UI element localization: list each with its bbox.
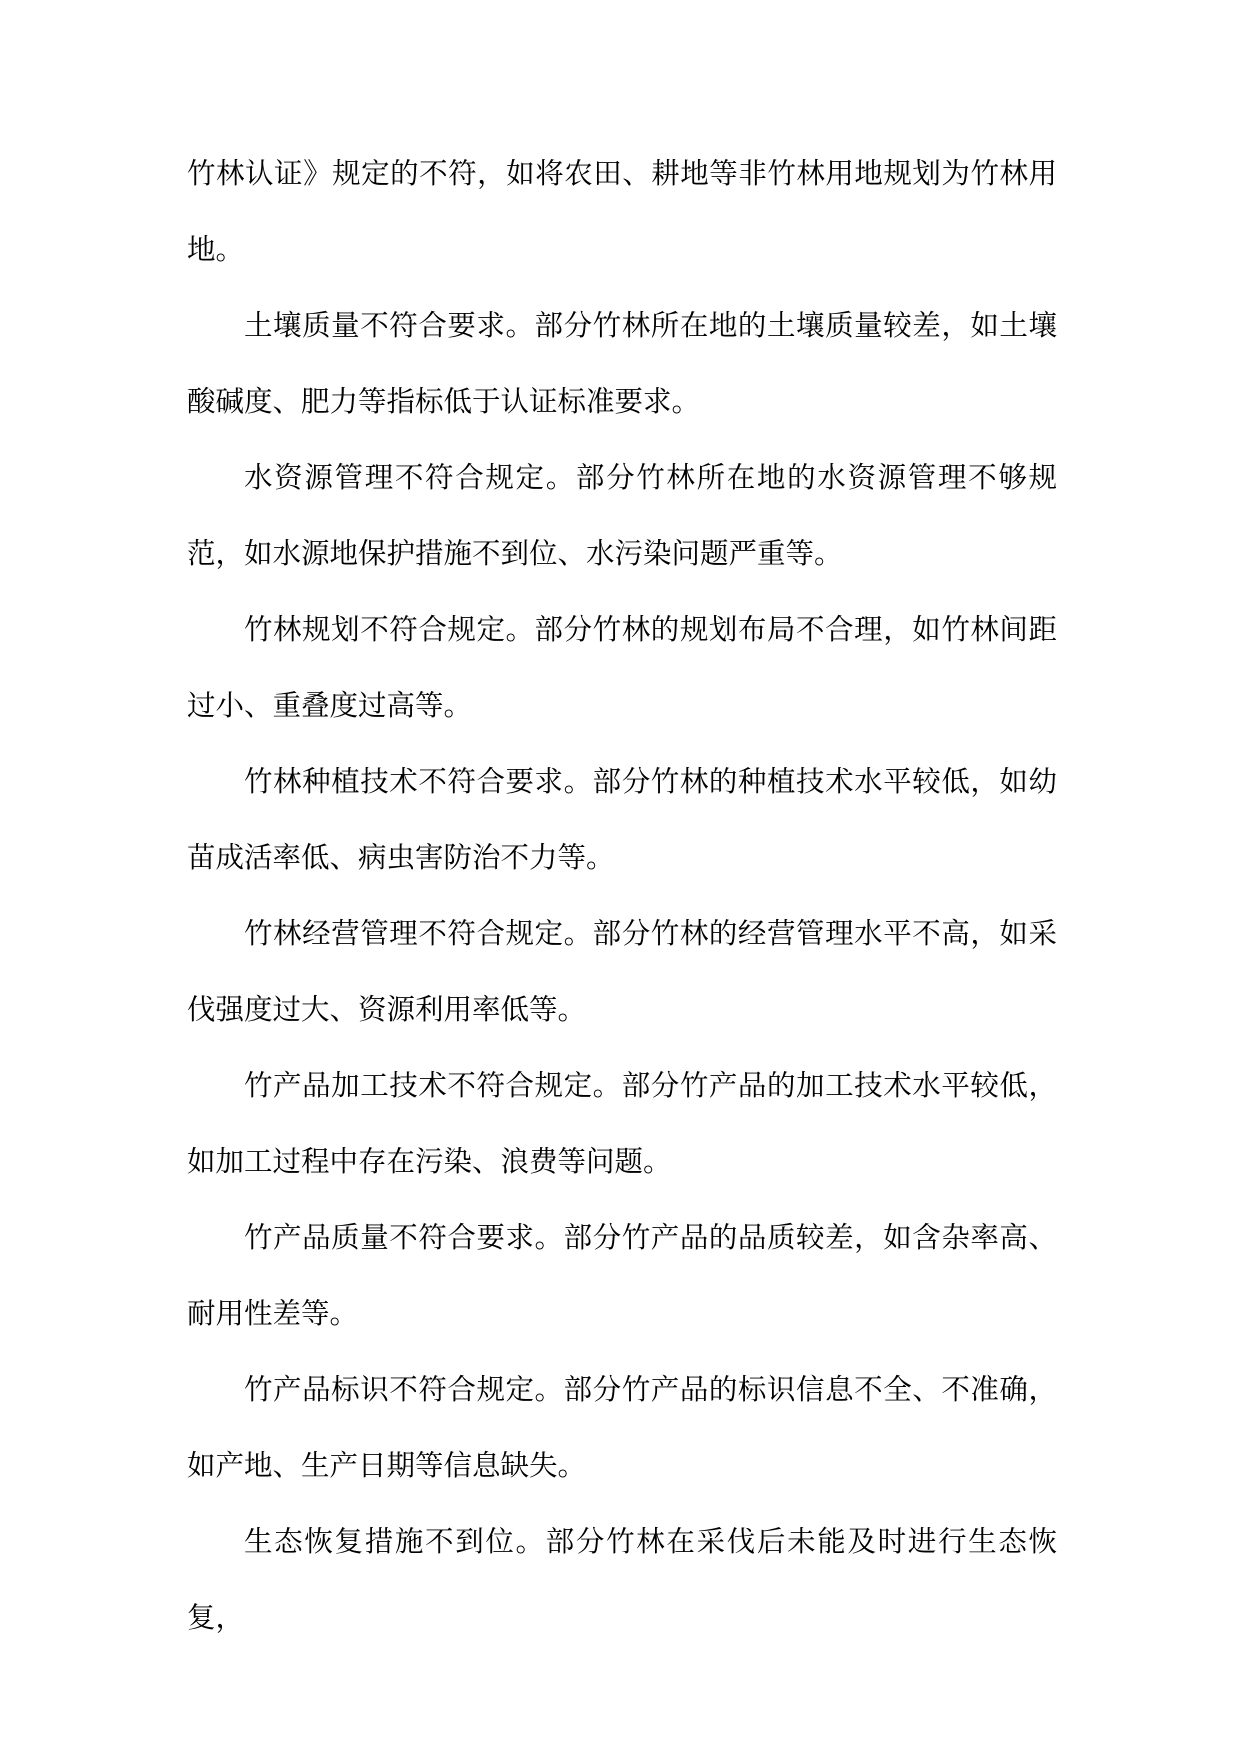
paragraph-8: 竹产品质量不符合要求。部分竹产品的品质较差，如含杂率高、耐用性差等。 (187, 1221, 1057, 1330)
paragraph-7: 竹产品加工技术不符合规定。部分竹产品的加工技术水平较低，如加工过程中存在污染、浪费等问题。 (187, 1069, 1057, 1178)
paragraph-1: 竹林认证》规定的不符，如将农田、耕地等非竹林用地规划为竹林用地。 (187, 157, 1057, 266)
paragraph-6: 竹林经营管理不符合规定。部分竹林的经营管理水平不高，如采伐强度过大、资源利用率低等。 (187, 917, 1057, 1026)
paragraph-5: 竹林种植技术不符合要求。部分竹林的种植技术水平较低，如幼苗成活率低、病虫害防治不力等。 (187, 765, 1057, 874)
paragraph-10: 生态恢复措施不到位。部分竹林在采伐后未能及时进行生态恢复， (187, 1525, 1057, 1634)
paragraph-4: 竹林规划不符合规定。部分竹林的规划布局不合理，如竹林间距过小、重叠度过高等。 (187, 613, 1057, 722)
paragraph-2: 土壤质量不符合要求。部分竹林所在地的土壤质量较差，如土壤酸碱度、肥力等指标低于认证标准要求。 (187, 309, 1057, 418)
document-body (187, 136, 1057, 1656)
paragraph-3: 水资源管理不符合规定。部分竹林所在地的水资源管理不够规范，如水源地保护措施不到位、水污染问题严重等。 (187, 461, 1057, 570)
paragraph-9: 竹产品标识不符合规定。部分竹产品的标识信息不全、不准确，如产地、生产日期等信息缺失。 (187, 1373, 1057, 1482)
